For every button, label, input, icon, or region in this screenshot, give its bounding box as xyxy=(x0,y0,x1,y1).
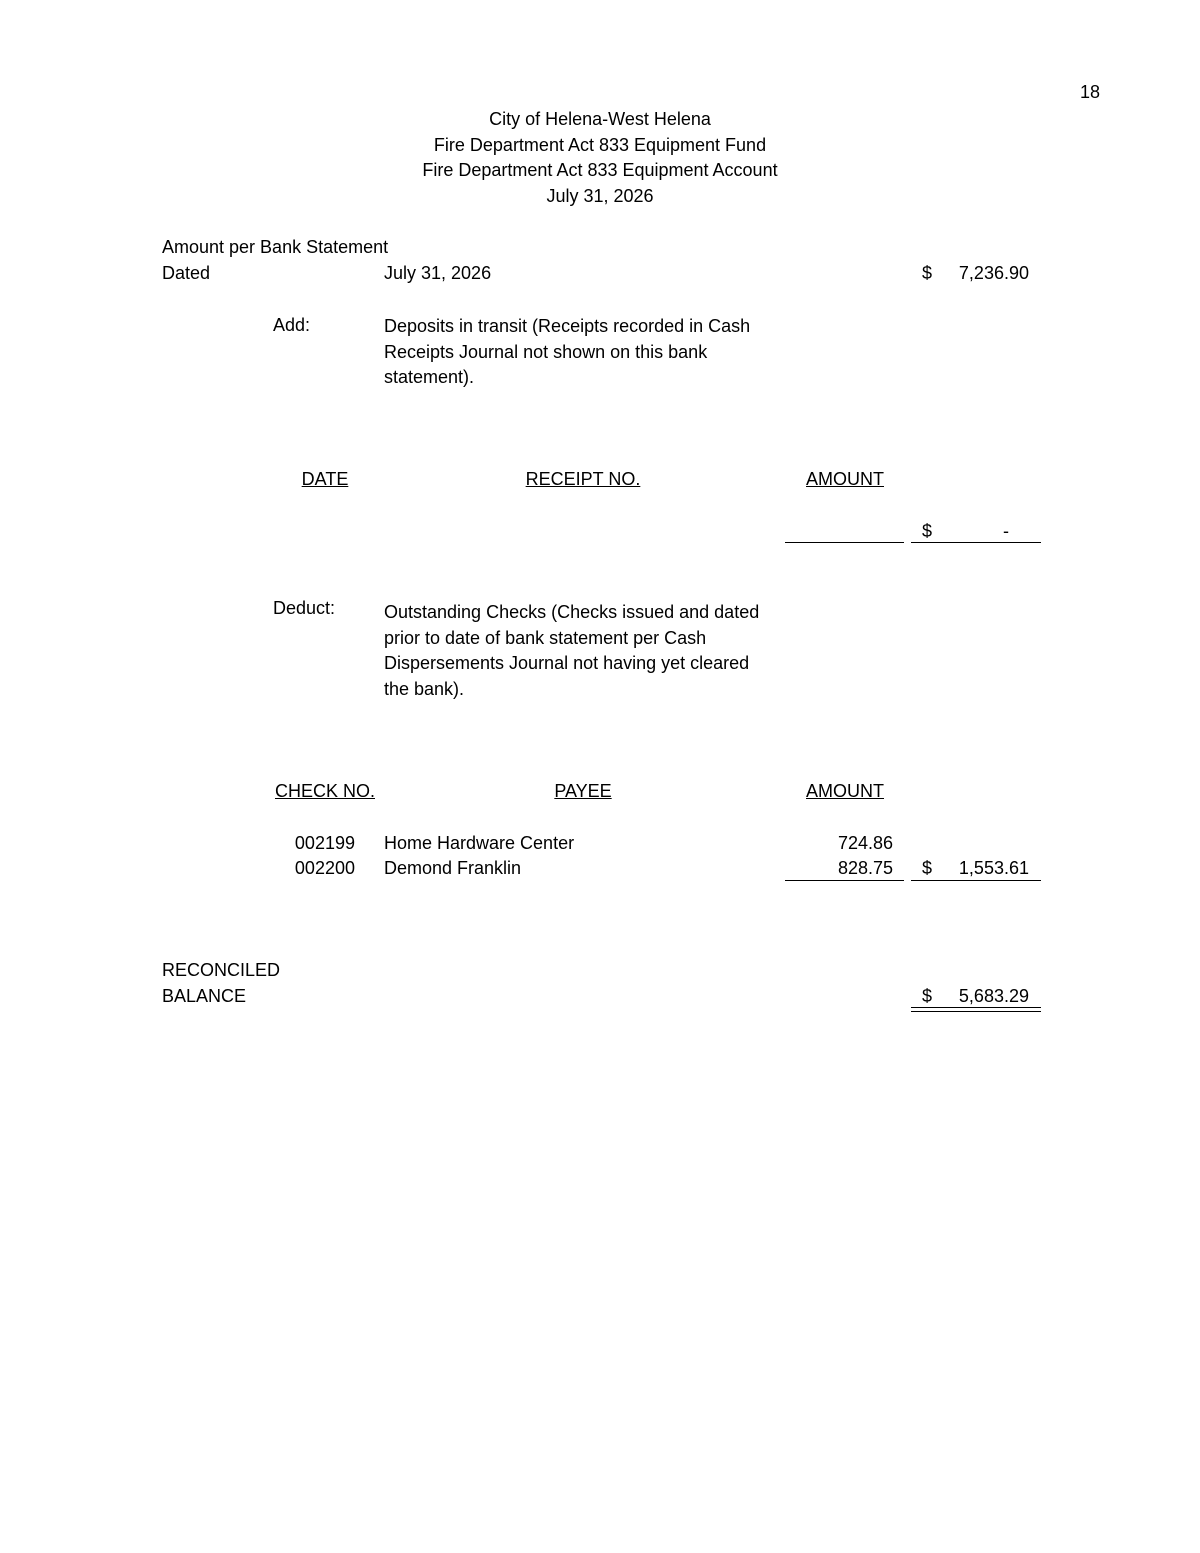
deposits-description: Deposits in transit (Receipts recorded in Cash Receipts Journal not shown on this bank statement). xyxy=(384,316,751,387)
checks-total-currency: $ xyxy=(922,858,933,878)
check-amount: 724.86 xyxy=(837,833,893,853)
header-fund: Fire Department Act 833 Equipment Fund xyxy=(433,135,767,155)
deposits-total: - xyxy=(1003,521,1009,541)
column-header-amount-checks: AMOUNT xyxy=(806,781,884,801)
checks-total: 1,553.61 xyxy=(958,858,1029,878)
reconciled-double-rule xyxy=(911,1007,1041,1012)
statement-date: July 31, 2026 xyxy=(384,263,492,283)
reconciled-label: RECONCILED xyxy=(162,960,281,980)
bank-statement-label: Amount per Bank Statement xyxy=(162,237,389,257)
statement-currency: $ xyxy=(922,263,933,283)
column-header-check-no: CHECK NO. xyxy=(274,781,375,801)
column-header-amount: AMOUNT xyxy=(806,469,884,489)
page-number: 18 xyxy=(1079,82,1100,102)
outstanding-checks-description: Outstanding Checks (Checks issued and dated prior to date of bank statement per Cash Dispersements Journal not having yet cleared the bank). xyxy=(384,602,760,699)
balance-label: BALANCE xyxy=(162,986,247,1006)
deposits-total-rule xyxy=(911,542,1041,543)
checks-total-rule xyxy=(911,880,1041,881)
column-header-receipt-no: RECEIPT NO. xyxy=(525,469,641,489)
add-label: Add: xyxy=(273,315,311,335)
deduct-label: Deduct: xyxy=(273,598,336,618)
deposits-total-currency: $ xyxy=(922,521,933,541)
check-number: 002199 xyxy=(294,833,355,853)
reconciled-amount: 5,683.29 xyxy=(958,986,1029,1006)
statement-amount: 7,236.90 xyxy=(958,263,1029,283)
deposits-subtotal-rule xyxy=(785,542,904,543)
reconciled-currency: $ xyxy=(922,986,933,1006)
checks-subtotal-rule xyxy=(785,880,904,881)
column-header-payee: PAYEE xyxy=(554,781,612,801)
check-amount: 828.75 xyxy=(837,858,893,878)
header-city: City of Helena-West Helena xyxy=(489,109,711,129)
header-account: Fire Department Act 833 Equipment Account xyxy=(422,160,778,180)
dated-label: Dated xyxy=(162,263,211,283)
check-payee: Demond Franklin xyxy=(384,858,522,878)
column-header-date: DATE xyxy=(301,469,349,489)
header-date: July 31, 2026 xyxy=(546,186,654,206)
check-payee: Home Hardware Center xyxy=(384,833,575,853)
check-number: 002200 xyxy=(294,858,355,878)
